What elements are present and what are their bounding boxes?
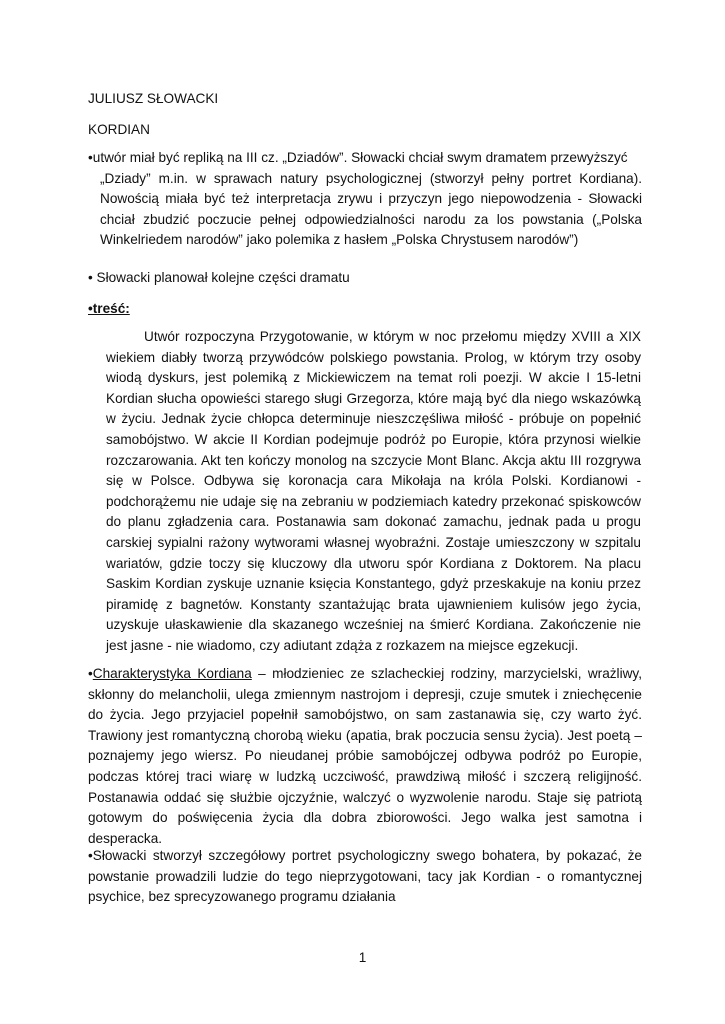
character-paragraph	[88, 664, 642, 849]
planned-parts-bullet: • Słowacki planował kolejne części dramatu	[88, 270, 350, 285]
intro-bullet-paragraph	[88, 148, 642, 251]
character-label: Charakterystyka Kordiana	[92, 666, 252, 681]
psychological-portrait-paragraph: •Słowacki stworzył szczegółowy portret psychologiczny swego bohatera, by pokazać, że powstanie prowadzili ludzie do tego nieprzygotowani, tacy jak Kordian - o romantycznej psychice, bez sprecyzowanego programu działania	[88, 848, 642, 905]
page-number: 1	[358, 950, 367, 965]
plot-summary-paragraph: Utwór rozpoczyna Przygotowanie, w którym w noc przełomu między XVIII a XIX wiekiem diabły tworzą przywódców polskiego powstania. Prolog, w którym trzy osoby wiodą dyskurs, jest polemiką z Mickiewiczem na temat roli poezji. W akcie I 15-letni Kordian słucha opowieści starego sługi Grzegorza, które mają być dla niego wskazówką w życiu. Jednak życie chłopca determinuje nieszczęśliwa miłość - próbuje on popełnić samobójstwo. W akcie II Kordian podejmuje podróż po Europie, która przynosi wielkie rozczarowania. Akt ten kończy monolog na szczycie Mont Blanc. Akcja aktu III rozgrywa się w Polsce. Odbywa się koronacja cara Mikołaja na króla Polski. Kordianowi - podchorążemu nie udaje się na zebraniu w podziemiach katedry przekonać spiskowców do planu zgładzenia cara. Postanawia sam dokonać zamachu, jednak pada u progu carskiej sypialni rażony wytworami własnej wyobraźni. Zostaje umieszczony w szpitalu wariatów, gdzie toczy się kluczowy dla utworu spór Kordiana z Doktorem. Na placu Saskim Kordian zyskuje uznanie księcia Konstantego, gdyż przeskakuje na koniu przez piramidę z bagnetów. Konstanty szantażując brata ujawnieniem kulisów jego życia, uzyskuje ułaskawienie dla skazanego wcześniej na śmierć Kordiana. Zakończenie nie jest jasne - nie wiadomo, czy adiutant zdąża z rozkazem na miejsce egzekucji.	[106, 329, 641, 653]
content-heading: •treść:	[88, 301, 130, 316]
intro-bullet-continuation: „Dziady” m.in. w sprawach natury psychologicznej (stworzył pełny portret Kordiana). Nowością miała być też interpretacja zrywu i przyczyn jego niepowodzenia - Słowacki chciał zbudzić poczucie pełnej odpowiedzialności narodu za los powstania („Polska Winkelriedem narodów” jako polemika z hasłem „Polska Chrystusem narodów”)	[100, 170, 642, 248]
author-heading: JULIUSZ SŁOWACKI	[88, 91, 219, 106]
intro-bullet-first-line: •utwór miał być repliką na III cz. „Dziadów”. Słowacki chciał swym dramatem przewyższyć	[88, 150, 628, 165]
character-description: – młodzieniec ze szlacheckiej rodziny, marzycielski, wrażliwy, skłonny do melancholii, ulega zmiennym nastrojom i depresji, czuje smutek i zniechęcenie do życia. Jego przyjaciel popełnił samobójstwo, on sam zastanawia się, czy warto żyć. Trawiony jest romantyczną chorobą wieku (apatia, brak poczucia sensu życia). Jest poetą – poznajemy jego wiersz. Po nieudanej próbie samobójczej odbywa podróż po Europie, podczas której traci wiarę w ludzką uczciwość, prawdziwą miłość i szczerą religijność. Postanawia oddać się służbie ojczyźnie, walczyć o wyzwolenie narodu. Staje się patriotą gotowym do poświęcenia życia dla dobra zbiorowości. Jego walka jest samotna i desperacka.	[88, 666, 642, 846]
character-bullet: •	[88, 666, 93, 681]
work-title: KORDIAN	[88, 122, 150, 137]
